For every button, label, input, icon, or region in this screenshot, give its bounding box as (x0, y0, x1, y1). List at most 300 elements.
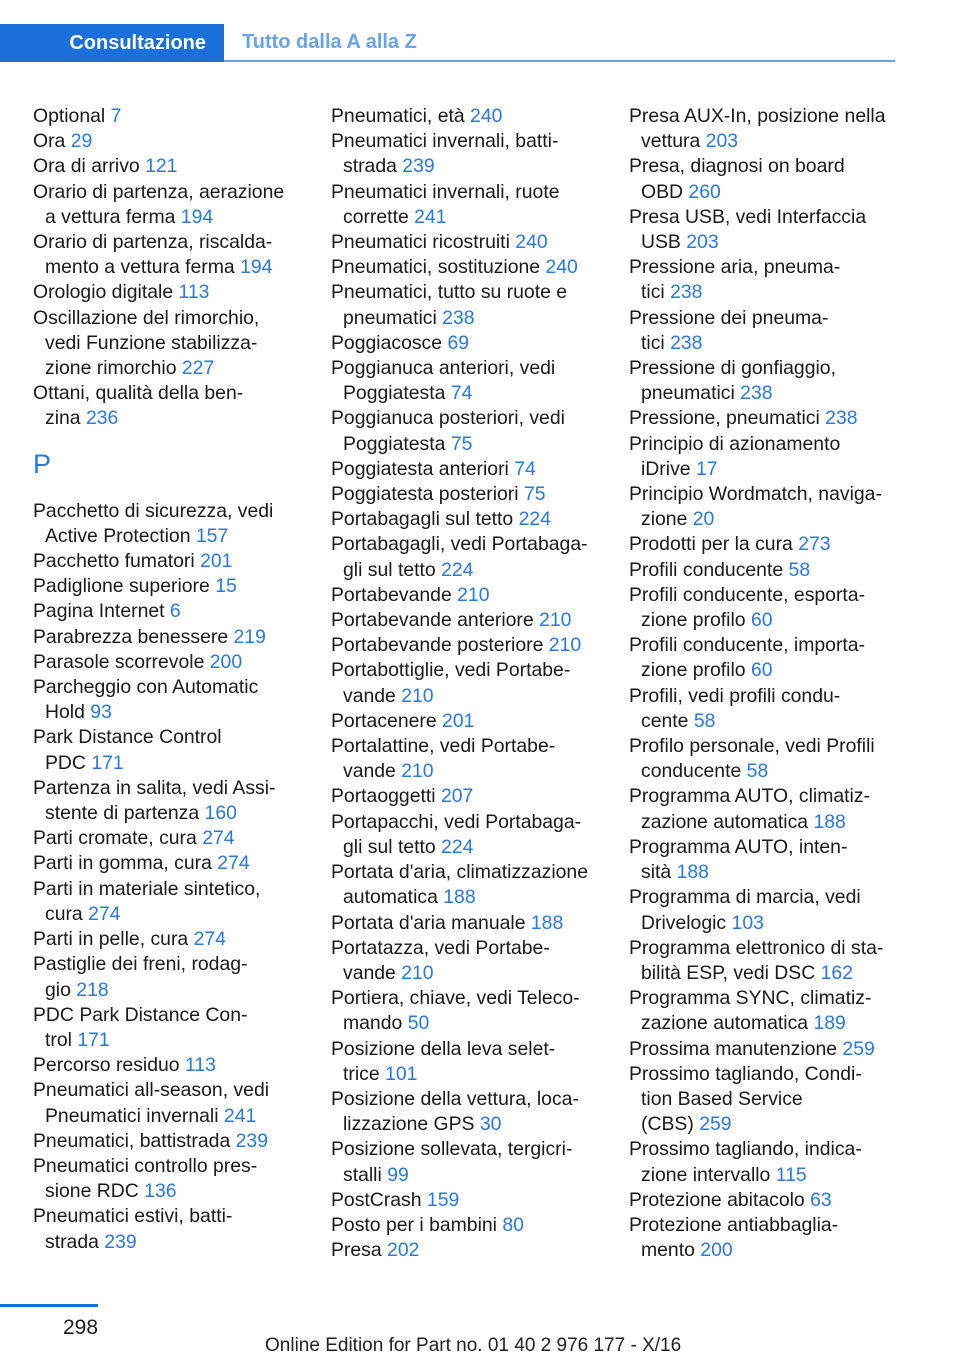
index-entry-text: trol (45, 1028, 72, 1051)
page-reference-link[interactable]: 7 (110, 105, 122, 127)
index-entry-text: Profili conducente, importa- (629, 634, 866, 657)
index-entry-text: corrette (343, 205, 409, 228)
page-reference-link[interactable]: 159 (426, 1188, 460, 1211)
index-entry (629, 1137, 899, 1187)
page-reference-link[interactable]: 20 (692, 508, 715, 531)
page-reference-link[interactable]: 58 (746, 760, 769, 783)
index-entry-text: Presa, diagnosi on board (629, 155, 845, 178)
index-entry (331, 608, 601, 633)
index-entry (331, 784, 601, 809)
index-entry-text: pneumatici (641, 382, 735, 405)
index-entry-text: Oscillazione del rimorchio, (33, 306, 260, 329)
index-entry (629, 633, 899, 683)
index-entry-text: Parti cromate, cura (33, 827, 197, 850)
index-entry (33, 625, 293, 650)
index-entry (33, 230, 293, 280)
index-column-3 (629, 104, 899, 1263)
index-entry-text: tion Based Service (641, 1087, 803, 1110)
index-entry (33, 725, 293, 775)
index-entry (331, 658, 601, 708)
index-entry-text: zazione automatica (641, 1012, 809, 1035)
page-reference-link[interactable]: 6 (169, 600, 181, 623)
index-entry-text: Park Distance Control (33, 726, 222, 749)
index-entry (331, 280, 601, 330)
index-entry (33, 952, 293, 1002)
index-entry (331, 1137, 601, 1187)
index-entry (331, 936, 601, 986)
index-entry-text: Pneumatici, età (331, 105, 465, 127)
index-entry (33, 306, 293, 382)
index-entry-text: Drivelogic (641, 911, 727, 934)
index-entry (331, 709, 601, 734)
page-reference-link[interactable]: 136 (144, 1180, 177, 1203)
index-entry (629, 684, 899, 734)
page-reference-link[interactable]: 194 (240, 256, 273, 279)
index-entry-text: Protezione antiabbaglia- (629, 1213, 839, 1236)
index-entry (331, 1087, 601, 1137)
index-entry-text: Padiglione superiore (33, 575, 210, 598)
index-entry-text: Partenza in salita, vedi Assi- (33, 776, 276, 799)
index-entry-text: Orario di partenza, riscalda- (33, 231, 273, 254)
index-entry-text: Profilo personale, vedi Profili (629, 735, 875, 758)
index-entry-text: trice (343, 1062, 380, 1085)
index-entry-text: cente (641, 709, 689, 732)
index-entry (331, 230, 601, 255)
index-entry-text: Pressione dei pneuma- (629, 306, 829, 329)
index-entry (629, 255, 899, 305)
page-reference-link[interactable]: 260 (688, 180, 721, 203)
index-entry-text: zione (641, 508, 688, 531)
index-entry-text: cura (45, 902, 83, 925)
index-entry (629, 583, 899, 633)
index-entry-text: Portabagagli sul tetto (331, 508, 514, 531)
index-entry (629, 482, 899, 532)
index-entry-text: gli sul tetto (343, 835, 436, 858)
index-entry (33, 776, 293, 826)
index-entry-text: Portabagagli, vedi Portabaga- (331, 533, 588, 556)
index-entry-text: gio (45, 978, 71, 1001)
index-entry-text: Posizione della vettura, loca- (331, 1087, 579, 1110)
page-reference-link[interactable]: 201 (442, 709, 475, 732)
index-entry-text: Active Protection (45, 524, 191, 547)
page-reference-link[interactable]: 93 (90, 701, 112, 724)
page-reference-link[interactable]: 259 (842, 1037, 875, 1060)
index-entry-text: stente di partenza (45, 802, 200, 825)
index-entry (331, 583, 601, 608)
index-entry-text: Portabevande anteriore (331, 609, 534, 632)
index-entry (629, 154, 899, 204)
page-reference-link[interactable]: 274 (202, 827, 235, 850)
index-entry (331, 129, 601, 179)
index-entry (33, 381, 293, 431)
index-entry (331, 457, 601, 482)
footer-accent-line (0, 1304, 98, 1307)
page-reference-link[interactable]: 224 (441, 835, 474, 858)
index-entry-text: Poggianuca anteriori, vedi (331, 357, 556, 380)
index-entry (331, 532, 601, 582)
index-entry (629, 406, 899, 431)
index-entry-text: zione rimorchio (45, 357, 177, 380)
index-entry-text: Pacchetto fumatori (33, 550, 195, 573)
index-entry (331, 104, 601, 129)
index-entry-text: Parcheggio con Automatic (33, 676, 259, 699)
page-reference-link[interactable]: 160 (204, 802, 237, 825)
index-entry (629, 1062, 899, 1138)
page-reference-link[interactable]: 75 (450, 432, 473, 455)
index-entry (331, 860, 601, 910)
page-reference-link[interactable]: 103 (731, 911, 764, 934)
index-entry (331, 911, 601, 936)
section-tab[interactable] (0, 24, 224, 62)
index-entry-text: Pneumatici all-season, vedi (33, 1079, 270, 1102)
index-entry (33, 1003, 293, 1053)
page-reference-link[interactable]: 63 (810, 1188, 832, 1211)
page-reference-link[interactable]: 171 (91, 751, 124, 774)
page-reference-link[interactable]: 30 (479, 1113, 502, 1136)
page-reference-link[interactable]: 50 (407, 1012, 430, 1035)
page-reference-link[interactable]: 15 (215, 575, 237, 598)
page-reference-link[interactable]: 17 (695, 457, 718, 480)
page-reference-link[interactable]: 75 (523, 483, 546, 506)
index-entry-text: Principio Wordmatch, naviga- (629, 483, 882, 506)
index-entry (629, 205, 899, 255)
index-column-2 (331, 104, 601, 1263)
index-entry (629, 835, 899, 885)
index-entry (629, 784, 899, 834)
index-entry-text: Profili, vedi profili condu- (629, 684, 841, 707)
index-entry (629, 986, 899, 1036)
index-entry-text: Posizione della leva selet- (331, 1037, 556, 1060)
index-entry-text: Presa AUX-In, posizione nella (629, 105, 886, 127)
index-entry-text: Parti in pelle, cura (33, 928, 189, 951)
index-entry-text: (CBS) (641, 1113, 694, 1136)
page-reference-link[interactable]: 200 (209, 650, 243, 673)
page-reference-link[interactable]: 210 (401, 684, 434, 707)
index-entry-text: Percorso residuo (33, 1054, 180, 1077)
index-entry-text: Portabottiglie, vedi Portabe- (331, 659, 571, 682)
edition-note: Online Edition for Part no. 01 40 2 976 177 - X/16 (265, 1335, 682, 1356)
index-entry (33, 599, 293, 624)
index-entry-text: Orologio digitale (33, 281, 174, 304)
index-entry (331, 507, 601, 532)
header-bar (0, 24, 895, 62)
index-entry-text: Poggiatesta posteriori (331, 483, 519, 506)
index-entry-text: Portata d'aria, climatizzazione (331, 861, 588, 884)
index-entry-text: Pneumatici invernali (45, 1104, 219, 1127)
index-entry-text: Programma AUTO, inten- (629, 835, 848, 858)
page-reference-link[interactable]: 58 (788, 558, 811, 581)
index-entry-text: Portacenere (331, 709, 437, 732)
page-reference-link[interactable]: 241 (223, 1104, 257, 1127)
index-entry-text: mento a vettura ferma (45, 256, 235, 279)
page-reference-link[interactable]: 239 (104, 1230, 137, 1253)
index-entry (33, 1053, 293, 1078)
page-reference-link[interactable]: 115 (775, 1163, 807, 1186)
index-entry (331, 734, 601, 784)
index-entry (33, 104, 293, 129)
page-reference-link[interactable]: 121 (145, 155, 178, 178)
page-reference-link[interactable]: 241 (414, 205, 447, 228)
index-entry-text: strada (343, 155, 397, 178)
page-reference-link[interactable]: 203 (705, 130, 739, 153)
index-entry-text: zina (45, 407, 81, 430)
index-entry (629, 306, 899, 356)
index-entry-text: Principio di azionamento (629, 432, 841, 455)
index-entry (331, 1037, 601, 1087)
page-reference-link[interactable]: 210 (401, 961, 434, 984)
index-entry (33, 180, 293, 230)
section-label: Consultazione (69, 31, 206, 54)
index-entry (629, 1037, 899, 1062)
index-entry-text: Pneumatici ricostruiti (331, 231, 510, 254)
index-entry-text: Portatazza, vedi Portabe- (331, 936, 550, 959)
page-reference-link[interactable]: 274 (88, 902, 121, 925)
page-reference-link[interactable]: 238 (670, 281, 703, 304)
index-entry-text: Portiera, chiave, vedi Teleco- (331, 987, 580, 1010)
index-entry-text: PostCrash (331, 1188, 422, 1211)
page-reference-link[interactable]: 239 (235, 1129, 268, 1152)
index-entry-text: mento (641, 1239, 695, 1262)
index-entry-text: Pneumatici invernali, batti- (331, 130, 559, 153)
index-entry (629, 1188, 899, 1213)
index-entry (629, 432, 899, 482)
index-entry-text: vande (343, 684, 396, 707)
page-reference-link[interactable]: 274 (193, 928, 226, 951)
index-entry-text: Poggiatesta (343, 432, 446, 455)
index-entry-text: Poggiatesta (343, 382, 446, 405)
index-entry (33, 280, 293, 305)
page-reference-link[interactable]: 274 (217, 852, 250, 875)
index-entry-text: PDC Park Distance Con- (33, 1003, 248, 1026)
index-entry (331, 406, 601, 456)
index-entry (331, 1213, 601, 1238)
subsection-label: Tutto dalla A alla Z (242, 30, 417, 53)
index-entry-text: gli sul tetto (343, 558, 436, 581)
page-reference-link[interactable]: 188 (443, 886, 476, 909)
index-entry-text: Protezione abitacolo (629, 1188, 805, 1211)
index-entry (33, 826, 293, 851)
index-entry (33, 675, 293, 725)
index-entry-text: Pneumatici controllo pres- (33, 1154, 258, 1177)
index-entry-text: Pagina Internet (33, 600, 165, 623)
index-entry-text: a vettura ferma (45, 205, 176, 228)
index-entry-text: tici (641, 331, 665, 354)
page-reference-link[interactable]: 99 (387, 1163, 409, 1186)
page-reference-link[interactable]: 29 (70, 130, 93, 153)
index-entry-text: Ottani, qualità della ben- (33, 382, 244, 405)
index-entry-text: PDC (45, 751, 86, 774)
index-entry-text: automatica (343, 886, 438, 909)
index-entry-text: Poggiacosce (331, 331, 443, 354)
page-reference-link[interactable]: 273 (798, 533, 831, 556)
index-entry-text: Pastiglie dei freni, rodag- (33, 953, 248, 976)
index-entry-text: vande (343, 961, 396, 984)
index-entry (331, 1238, 601, 1263)
index-entry (629, 734, 899, 784)
page-reference-link[interactable]: 189 (813, 1012, 846, 1035)
index-entry-text: stalli (343, 1163, 382, 1186)
page-reference-link[interactable]: 202 (387, 1239, 420, 1262)
index-entry (629, 558, 899, 583)
index-entry-text: Parabrezza benessere (33, 625, 229, 648)
index-letter-heading: P (33, 448, 52, 479)
index-entry (629, 104, 899, 154)
page-number: 298 (63, 1316, 99, 1339)
index-entry (33, 1154, 293, 1204)
index-entry-text: Profili conducente (629, 558, 784, 581)
index-entry-text: Programma elettronico di sta- (629, 936, 884, 959)
index-entry-text: vedi Funzione stabilizza- (45, 331, 258, 354)
index-entry-text: Orario di partenza, aerazione (33, 180, 285, 203)
index-entry (33, 1129, 293, 1154)
index-entry-text: OBD (641, 180, 684, 203)
index-entry-text: zione profilo (641, 609, 746, 632)
index-entry-text: Poggiatesta anteriori (331, 457, 509, 480)
index-entry (331, 1188, 601, 1213)
index-entry (33, 499, 293, 549)
index-entry-text: Pressione di gonfiaggio, (629, 357, 836, 380)
page-reference-link[interactable]: 238 (740, 382, 773, 405)
page-reference-link[interactable]: 69 (447, 331, 470, 354)
page-reference-link[interactable]: 224 (441, 558, 474, 581)
page-reference-link[interactable]: 239 (402, 155, 435, 178)
index-entry-text: Prodotti per la cura (629, 533, 793, 556)
page-reference-link[interactable]: 113 (184, 1054, 216, 1077)
index-entry-text: Parti in materiale sintetico, (33, 877, 261, 900)
index-entry-text: Pneumatici estivi, batti- (33, 1205, 233, 1228)
index-entry-text: Profili conducente, esporta- (629, 583, 866, 606)
index-entry (331, 331, 601, 356)
page-reference-link[interactable]: 60 (750, 659, 773, 682)
index-entry-text: conducente (641, 760, 742, 783)
index-entry-text: Portabevande (331, 583, 452, 606)
index-entry-text: USB (641, 231, 681, 254)
index-entry-text: Portapacchi, vedi Portabaga- (331, 810, 582, 833)
page-reference-link[interactable]: 188 (813, 810, 846, 833)
index-entry (33, 1078, 293, 1128)
page-reference-link[interactable]: 210 (539, 609, 572, 632)
index-entry (331, 986, 601, 1036)
index-entry (33, 129, 293, 154)
subsection-tab[interactable] (242, 24, 417, 60)
page-reference-link[interactable]: 74 (514, 457, 536, 480)
index-entry-text: iDrive (641, 457, 691, 480)
index-entry (629, 936, 899, 986)
index-entry (33, 877, 293, 927)
index-entry-text: pneumatici (343, 306, 437, 329)
page-reference-link[interactable]: 240 (545, 256, 578, 279)
index-entry-text: Posto per i bambini (331, 1213, 497, 1236)
page-reference-link[interactable]: 188 (676, 861, 709, 884)
page-reference-link[interactable]: 171 (77, 1028, 110, 1051)
index-entry-text: Pacchetto di sicurezza, vedi (33, 499, 274, 522)
page-reference-link[interactable]: 207 (440, 785, 474, 808)
index-entry-text: zione profilo (641, 659, 746, 682)
index-entry-text: Portabevande posteriore (331, 634, 544, 657)
index-entry-text: sione RDC (45, 1180, 139, 1203)
page-reference-link[interactable]: 218 (76, 978, 109, 1001)
page-reference-link[interactable]: 210 (457, 583, 490, 606)
page-reference-link[interactable]: 60 (750, 609, 773, 632)
index-entry-text: zione intervallo (641, 1163, 771, 1186)
index-entry (629, 885, 899, 935)
header-divider (224, 60, 895, 62)
index-entry (629, 532, 899, 557)
index-entry-text: Presa (331, 1239, 382, 1262)
page-reference-link[interactable]: 58 (693, 709, 716, 732)
page-reference-link[interactable]: 113 (178, 281, 210, 304)
page-reference-link[interactable]: 188 (530, 911, 564, 934)
index-entry-text: Prossima manutenzione (629, 1037, 838, 1060)
index-column-1 (33, 104, 293, 1255)
page-reference-link[interactable]: 259 (699, 1113, 732, 1136)
page-reference-link[interactable]: 236 (85, 407, 119, 430)
index-entry-text: Presa USB, vedi Interfaccia (629, 205, 867, 228)
page-reference-link[interactable]: 240 (515, 231, 548, 254)
page-reference-link[interactable]: 210 (548, 634, 582, 657)
page-reference-link[interactable]: 200 (700, 1239, 733, 1262)
index-entry (331, 482, 601, 507)
index-entry (33, 851, 293, 876)
index-entry-text: Parasole scorrevole (33, 650, 205, 673)
page-reference-link[interactable]: 80 (502, 1213, 524, 1236)
index-entry (33, 549, 293, 574)
index-entry-text: bilità ESP, vedi DSC (641, 961, 816, 984)
page-reference-link[interactable]: 238 (825, 407, 858, 430)
index-entry-text: Pneumatici invernali, ruote (331, 180, 560, 203)
index-entry-text: Pneumatici, sostituzione (331, 256, 541, 279)
index-entry-text: sità (641, 861, 672, 884)
index-entry-text: Portata d'aria manuale (331, 911, 526, 934)
index-entry-text: Pneumatici, battistrada (33, 1129, 231, 1152)
index-entry-text: Pressione aria, pneuma- (629, 256, 841, 279)
index-entry-text: Posizione sollevata, tergicri- (331, 1138, 573, 1161)
index-entry (331, 255, 601, 280)
page-reference-link[interactable]: 203 (686, 231, 719, 254)
page-reference-link[interactable]: 162 (820, 961, 853, 984)
page-reference-link[interactable]: 240 (470, 105, 503, 127)
index-entry-text: Portalattine, vedi Portabe- (331, 735, 556, 758)
page-reference-link[interactable]: 101 (385, 1062, 418, 1085)
index-entry (331, 810, 601, 860)
index-entry-text: Pressione, pneumatici (629, 407, 820, 430)
index-entry-text: Parti in gomma, cura (33, 852, 212, 875)
page-reference-link[interactable]: 210 (401, 760, 434, 783)
page-reference-link[interactable]: 194 (180, 205, 214, 228)
index-entry-text: Programma AUTO, climatiz- (629, 785, 870, 808)
page-reference-link[interactable]: 238 (670, 331, 703, 354)
index-entry (331, 356, 601, 406)
index-entry-text: tici (641, 281, 665, 304)
index-entry-text: lizzazione GPS (343, 1113, 475, 1136)
index-entry-text: vettura (641, 130, 701, 153)
page-reference-link[interactable]: 201 (200, 550, 233, 573)
index-entry (33, 1204, 293, 1254)
index-entry (331, 633, 601, 658)
page-reference-link[interactable]: 157 (195, 524, 229, 547)
index-entry (629, 1213, 899, 1263)
page-reference-link[interactable]: 224 (518, 508, 551, 531)
page-reference-link[interactable]: 238 (442, 306, 475, 329)
index-entry (33, 574, 293, 599)
index-entry-text: Programma di marcia, vedi (629, 886, 861, 909)
index-entry-text: Ora (33, 130, 66, 153)
page-reference-link[interactable]: 227 (181, 357, 215, 380)
index-entry-text: Pneumatici, tutto su ruote e (331, 281, 568, 304)
page-reference-link[interactable]: 74 (450, 382, 473, 405)
index-entry-text: Ora di arrivo (33, 155, 140, 178)
page-reference-link[interactable]: 219 (233, 625, 266, 648)
